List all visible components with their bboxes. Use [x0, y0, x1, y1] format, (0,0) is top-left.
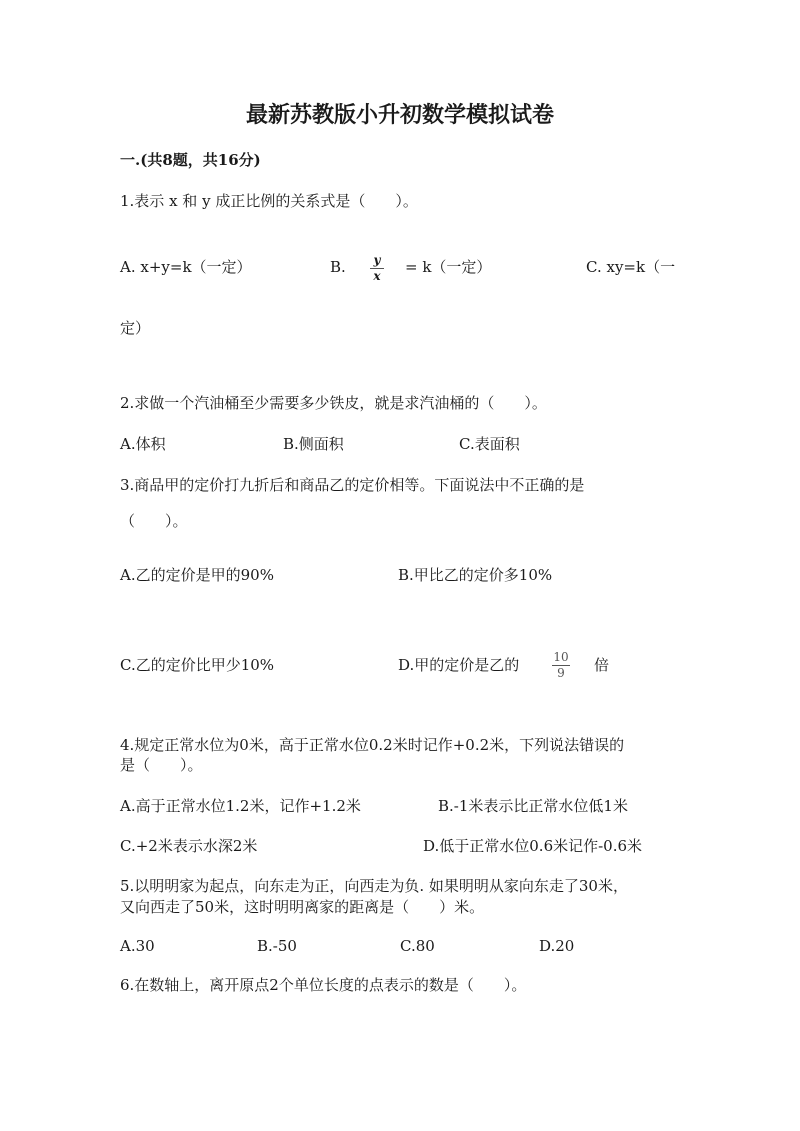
fraction-denominator: 9 [557, 666, 565, 680]
fraction-numerator: 10 [553, 650, 569, 664]
question-1-stem: 1.表示 x 和 y 成正比例的关系式是（ ）。 [120, 192, 418, 210]
question-3-option-d-fraction [552, 651, 570, 680]
question-3-option-d-suffix: 倍 [594, 656, 610, 674]
question-1-option-c: C. xy=k（一 [586, 258, 676, 276]
question-4-option-d: D.低于正常水位0.6米记作-0.6米 [423, 837, 643, 855]
question-1-option-b-rest: = k（一定） [405, 258, 492, 276]
question-3-option-b: B.甲比乙的定价多10% [398, 566, 553, 584]
fraction-numerator: y [373, 253, 381, 267]
question-5-stem: 5.以明明家为起点，向东走为正，向西走为负. 如果明明从家向东走了30米， [120, 877, 628, 895]
question-5-stem-continued: 又向西走了50米，这时明明离家的距离是（ ）米。 [120, 898, 485, 916]
question-5-option-c: C.80 [400, 937, 435, 955]
question-1-option-b-fraction [370, 254, 384, 283]
question-3-option-c: C.乙的定价比甲少10% [120, 656, 275, 674]
question-2-option-a: A.体积 [120, 435, 166, 453]
question-3-option-d-prefix: D.甲的定价是乙的 [398, 656, 520, 674]
question-5-option-a: A.30 [120, 937, 155, 955]
question-2-option-c: C.表面积 [459, 435, 520, 453]
question-4-option-a: A.高于正常水位1.2米，记作+1.2米 [120, 797, 361, 815]
question-4-option-b: B.-1米表示比正常水位低1米 [438, 797, 628, 815]
question-1-option-c-continued: 定） [120, 319, 151, 337]
question-2-stem: 2.求做一个汽油桶至少需要多少铁皮，就是求汽油桶的（ ）。 [120, 394, 547, 412]
question-2-option-b: B.侧面积 [283, 435, 344, 453]
question-5-option-d: D.20 [539, 937, 575, 955]
question-6-stem: 6.在数轴上，离开原点2个单位长度的点表示的数是（ ）。 [120, 976, 527, 994]
question-4-option-c: C.+2米表示水深2米 [120, 837, 258, 855]
page-title: 最新苏教版小升初数学模拟试卷 [245, 102, 554, 128]
question-4-stem-continued: 是（ ）。 [120, 756, 203, 774]
question-3-option-a: A.乙的定价是甲的90% [120, 566, 274, 584]
fraction-denominator: x [373, 269, 381, 283]
question-1-option-a: A. x+y=k（一定） [120, 258, 252, 276]
question-4-stem: 4.规定正常水位为0米，高于正常水位0.2米时记作+0.2米，下列说法错误的 [120, 736, 625, 754]
question-3-stem: 3.商品甲的定价打九折后和商品乙的定价相等。下面说法中不正确的是 [120, 476, 585, 494]
question-5-option-b: B.-50 [257, 937, 297, 955]
question-1-option-b-label: B. [330, 258, 346, 276]
question-3-stem-continued: （ ）。 [120, 512, 188, 530]
section-heading: 一.(共8题，共16分) [120, 151, 261, 169]
